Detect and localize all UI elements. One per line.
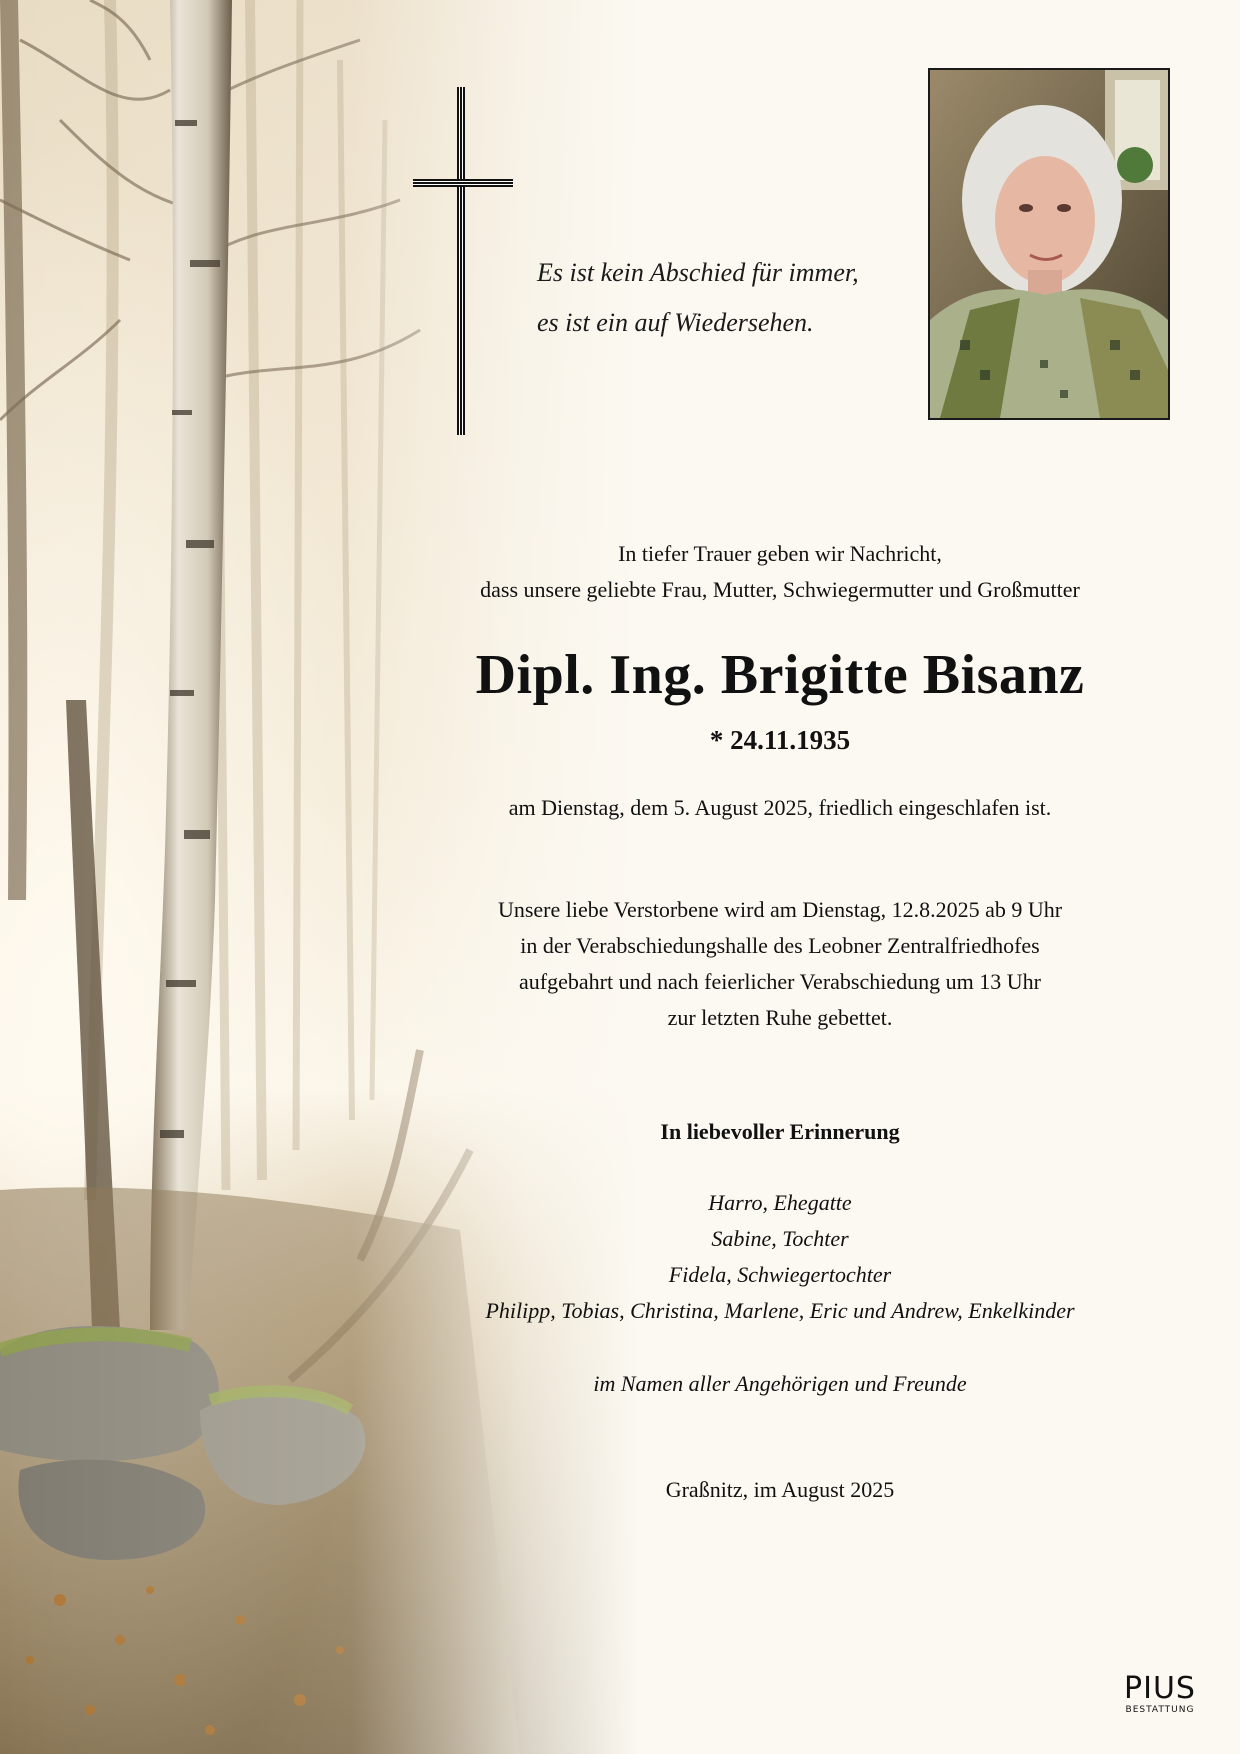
quote-line-1: Es ist kein Abschied für immer,: [537, 258, 859, 287]
portrait-photo: [928, 68, 1170, 420]
intro-text: [440, 536, 1120, 608]
ceremony-line-3: aufgebahrt und nach feierlicher Verabschiedung um 13 Uhr: [519, 969, 1041, 994]
mourners-list: [440, 1185, 1120, 1329]
quote-line-2: es ist ein auf Wiedersehen.: [537, 308, 814, 337]
place-date: Graßnitz, im August 2025: [665, 1477, 895, 1502]
logo-mark: PIUS: [1124, 1671, 1196, 1706]
deceased-name: Dipl. Ing. Brigitte Bisanz: [475, 644, 1085, 706]
ceremony-line-2: in der Verabschiedungshalle des Leobner Zentralfriedhofes: [520, 933, 1040, 958]
family-note: im Namen aller Angehörigen und Freunde: [593, 1371, 967, 1396]
cross-icon: [413, 87, 513, 435]
memory-title: In liebevoller Erinnerung: [660, 1119, 900, 1144]
quote: [537, 248, 859, 348]
ceremony-line-4: zur letzten Ruhe gebettet.: [667, 1005, 893, 1030]
mourner-item: Sabine, Tochter: [711, 1226, 849, 1251]
ceremony-text: [440, 892, 1120, 1036]
intro-line-2: dass unsere geliebte Frau, Mutter, Schwiegermutter und Großmutter: [480, 577, 1080, 602]
ceremony-line-1: Unsere liebe Verstorbene wird am Dienstag, 12.8.2025 ab 9 Uhr: [497, 897, 1063, 922]
birth-date: * 24.11.1935: [709, 725, 851, 755]
logo-subtitle: BESTATTUNG: [1125, 1705, 1195, 1715]
mourner-item: Fidela, Schwiegertochter: [668, 1262, 892, 1287]
pius-bestattung-logo: [1118, 1671, 1202, 1716]
mourner-item: Harro, Ehegatte: [708, 1190, 852, 1215]
mourner-item: Philipp, Tobias, Christina, Marlene, Eric und Andrew, Enkelkinder: [485, 1298, 1075, 1323]
death-notice: am Dienstag, dem 5. August 2025, friedlich eingeschlafen ist.: [508, 795, 1052, 820]
intro-line-1: In tiefer Trauer geben wir Nachricht,: [618, 541, 942, 566]
